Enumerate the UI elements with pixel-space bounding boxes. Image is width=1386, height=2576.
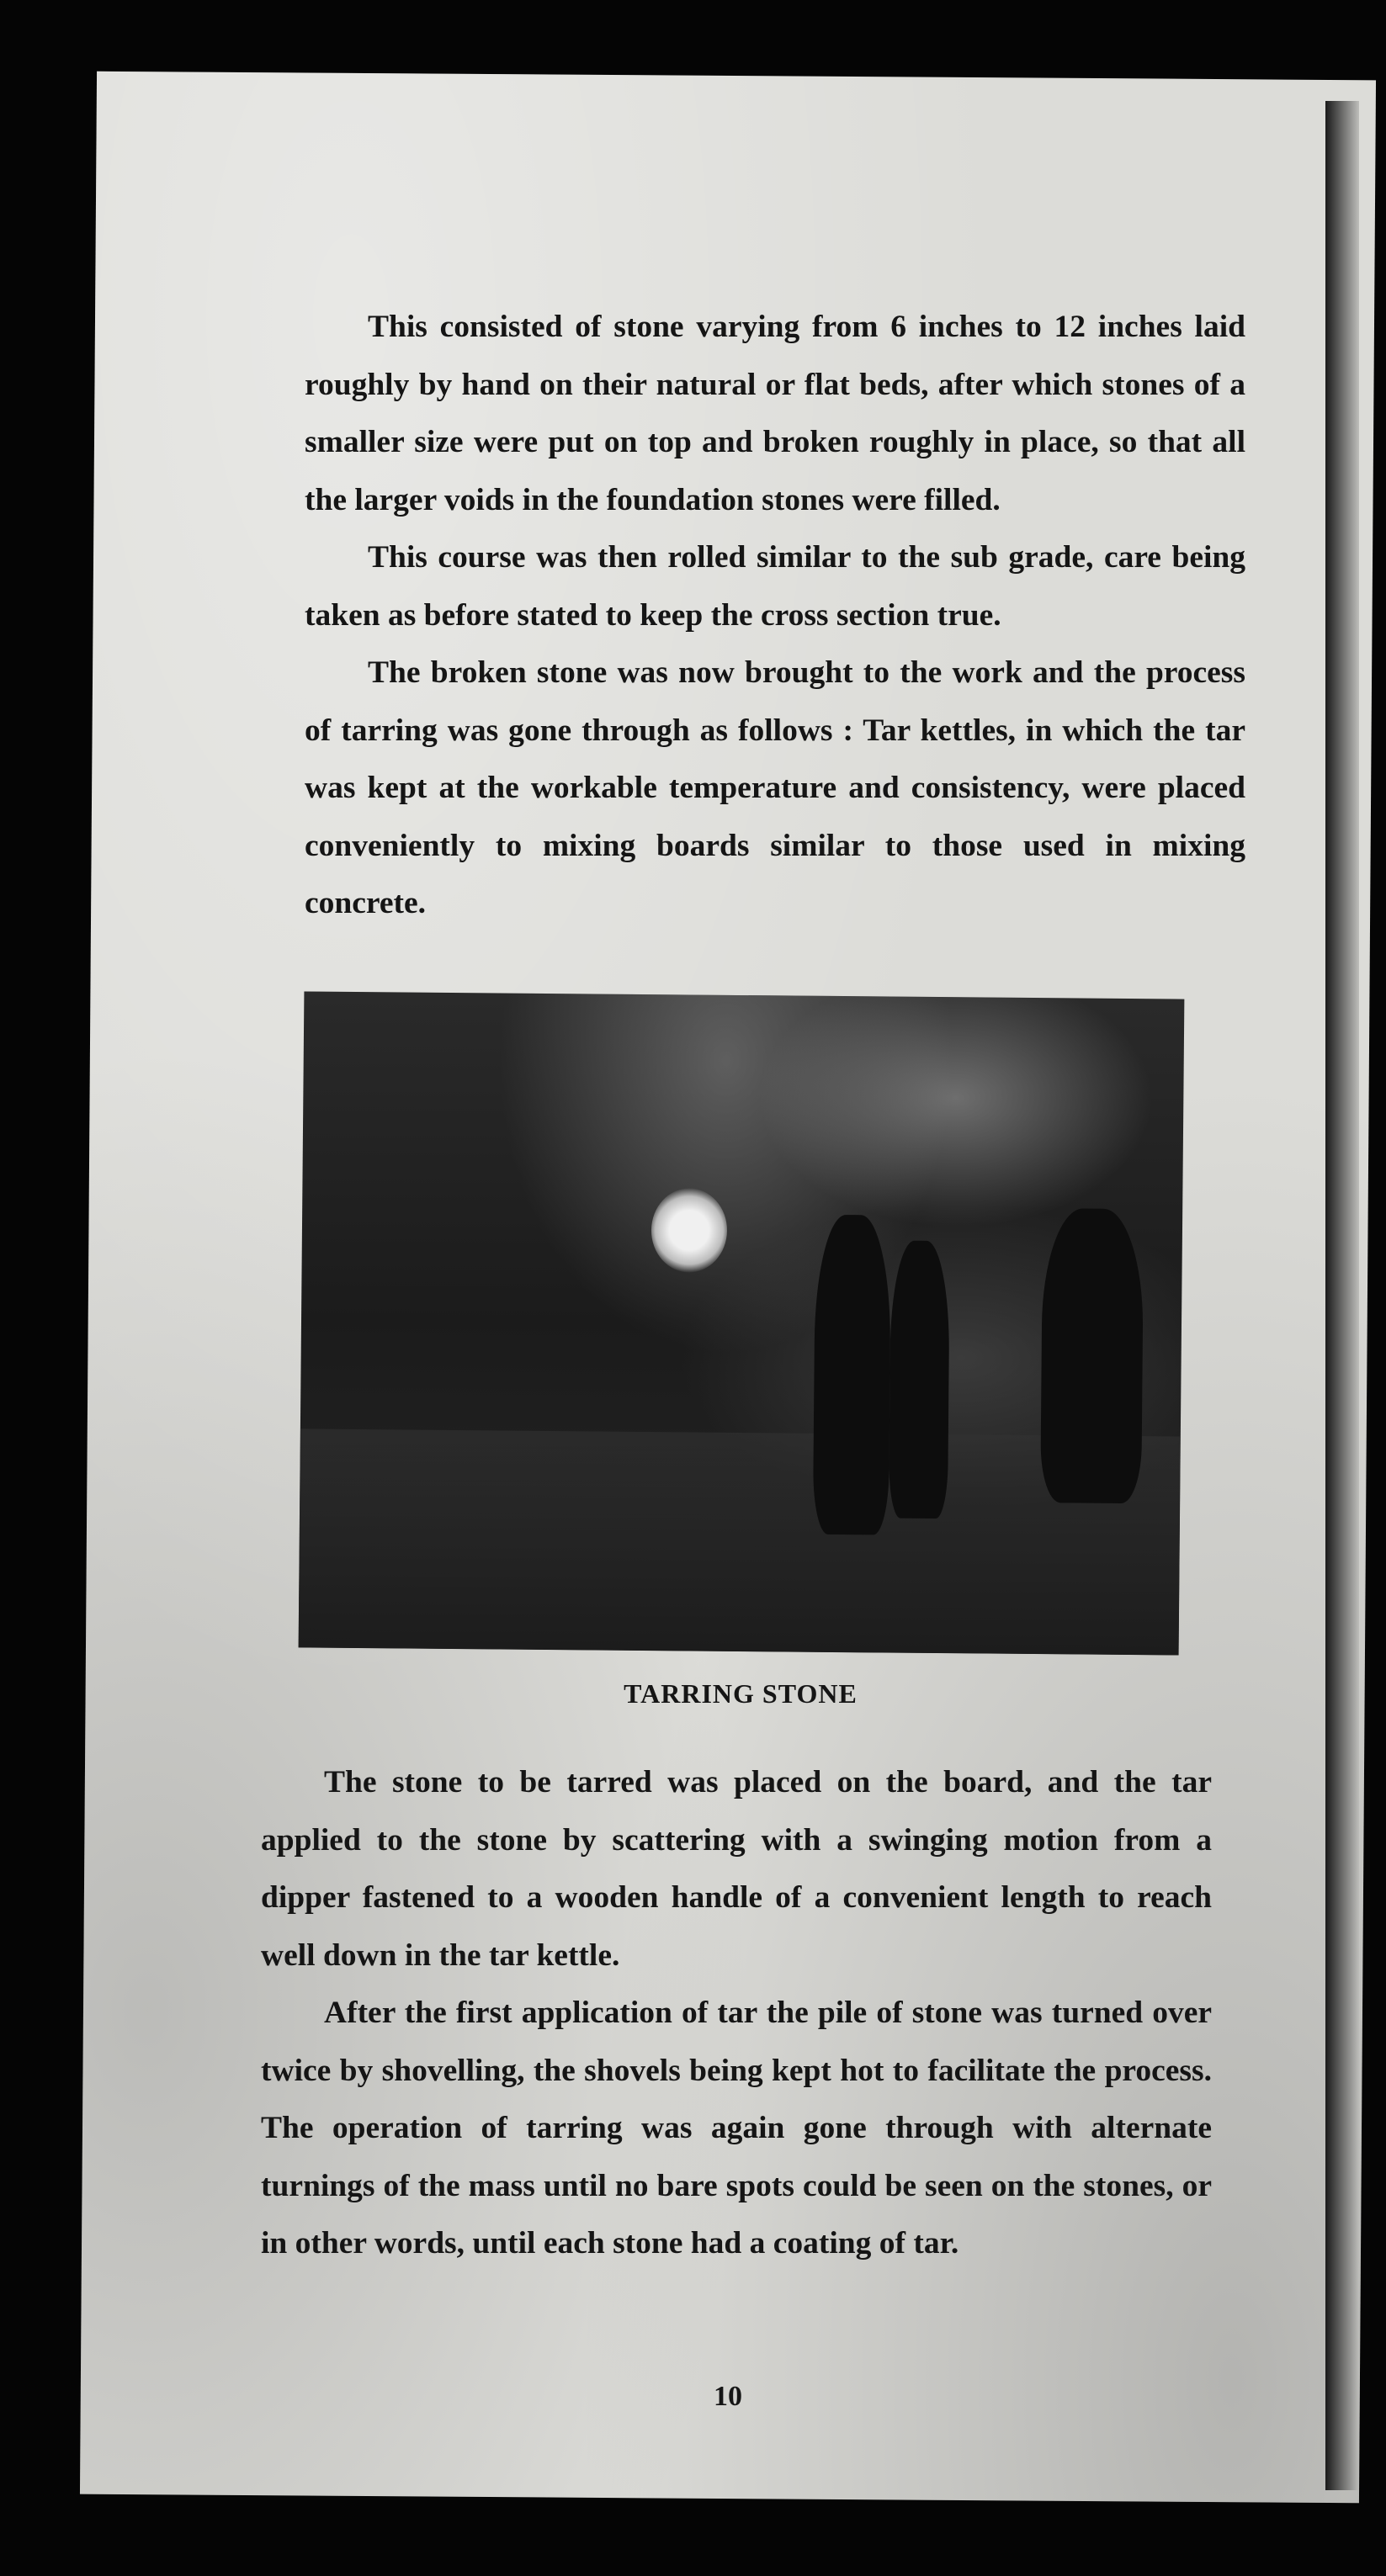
page-edge (1325, 101, 1359, 2490)
photo-smoke (723, 995, 1185, 1252)
paragraph: The stone to be tarred was placed on the board, and the tar applied to the stone by scattering with a swinging motion from a dipper fastened to a wooden handle of a convenient length to reach well down in the tar kettle. (261, 1765, 1212, 1973)
paragraph: After the first application of tar the pile of stone was turned over twice by shovelling, the shovels being kept hot to facilitate the process. The operation of tarring was again gone through with alternate turnings of the mass until no bare spots could be seen on the stones, or in other words, until each stone had a coating of tar. (261, 1996, 1212, 2261)
photo-worker (889, 1241, 950, 1519)
photo-worker (1040, 1208, 1144, 1503)
photo-worker (813, 1215, 891, 1535)
figure-caption: TARRING STONE (624, 1678, 858, 1709)
bottom-text-block (261, 1754, 1212, 2273)
paragraph: This course was then rolled similar to the sub grade, care being taken as before stated to keep the cross section true. (305, 540, 1245, 633)
tarring-stone-photo (299, 991, 1185, 1655)
paragraph: The broken stone was now brought to the work and the process of tarring was gone through as follows : Tar kettles, in which the tar was kept at the workable temperature and consistency, were placed conveniently to mixing boards similar to those used in mixing concrete. (305, 655, 1245, 920)
paragraph: This consisted of stone varying from 6 inches to 12 inches laid roughly by hand on their natural or flat beds, after which stones of a smaller size were put on top and broken roughly in place, so that all the larger voids in the foundation stones were filled. (305, 310, 1245, 517)
photo-glare-spot (651, 1188, 728, 1273)
page-number: 10 (714, 2381, 742, 2412)
top-text-block (305, 299, 1245, 933)
